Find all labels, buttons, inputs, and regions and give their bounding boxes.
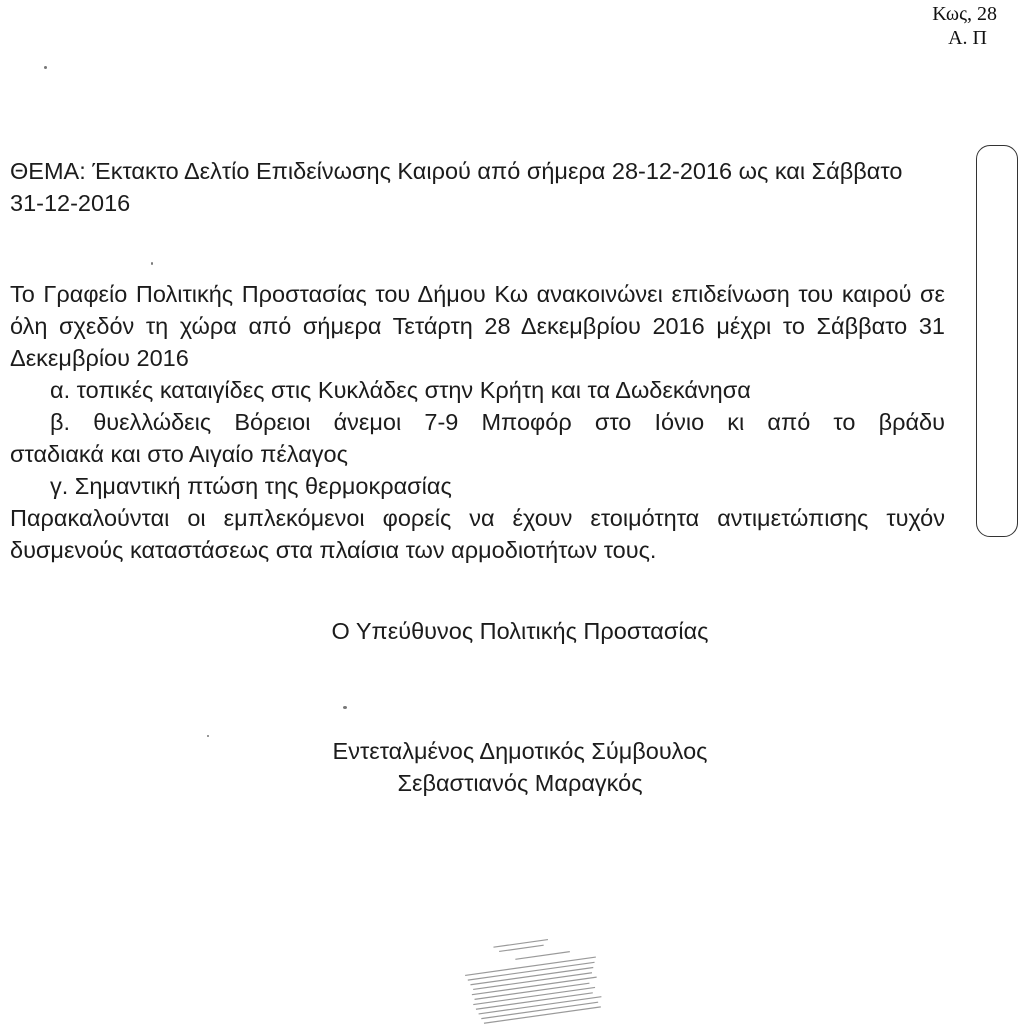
announcement-body — [10, 278, 945, 566]
recipients-stamp-image — [458, 930, 608, 1024]
place-date: Κως, 28 — [932, 3, 997, 25]
scan-speck — [151, 262, 153, 265]
list-item-b: β. θυελλώδεις Βόρειοι άνεμοι 7-9 Μποφόρ στο Ιόνιο κι από το βράδυ — [50, 409, 945, 435]
intro-paragraph: Το Γραφείο Πολιτικής Προστασίας του Δήμου Κω ανακοινώνει επιδείνωση του καιρού σε όλη σχεδόν τη χώρα από σήμερα Τετάρτη 28 Δεκεμβρίου 2016 μέχρι το Σάββατο 31 Δεκεμβρίου 2016 — [10, 281, 945, 371]
reference-number: Α. Π — [948, 27, 987, 49]
scan-speck — [207, 735, 209, 737]
scan-speck — [343, 706, 347, 709]
signatory-role: Εντεταλμένος Δημοτικός Σύμβουλος — [332, 738, 708, 764]
signatory-title: Ο Υπεύθυνος Πολιτικής Προστασίας — [331, 618, 709, 644]
subject-line: ΘΕΜΑ: Έκτακτο Δελτίο Επιδείνωσης Καιρού από σήμερα 28-12-2016 ως και Σάββατο 31-12-2016 — [10, 158, 903, 216]
list-item-a: α. τοπικές καταιγίδες στις Κυκλάδες στην Κρήτη και τα Δωδεκάνησα — [50, 377, 751, 403]
list-item-b-continued: σταδιακά και στο Αιγαίο πέλαγος — [10, 441, 348, 467]
recipients-box — [976, 145, 1018, 537]
scan-speck — [44, 66, 47, 69]
signatory-name: Σεβαστιανός Μαραγκός — [397, 770, 643, 796]
list-item-c: γ. Σημαντική πτώση της θερμοκρασίας — [50, 473, 452, 499]
header-corner — [932, 2, 997, 50]
closing-paragraph: Παρακαλούνται οι εμπλεκόμενοι φορείς να έχουν ετοιμότητα αντιμετώπισης τυχόν δυσμενούς καταστάσεως στα πλαίσια των αρμοδιοτήτων τους. — [10, 505, 945, 563]
